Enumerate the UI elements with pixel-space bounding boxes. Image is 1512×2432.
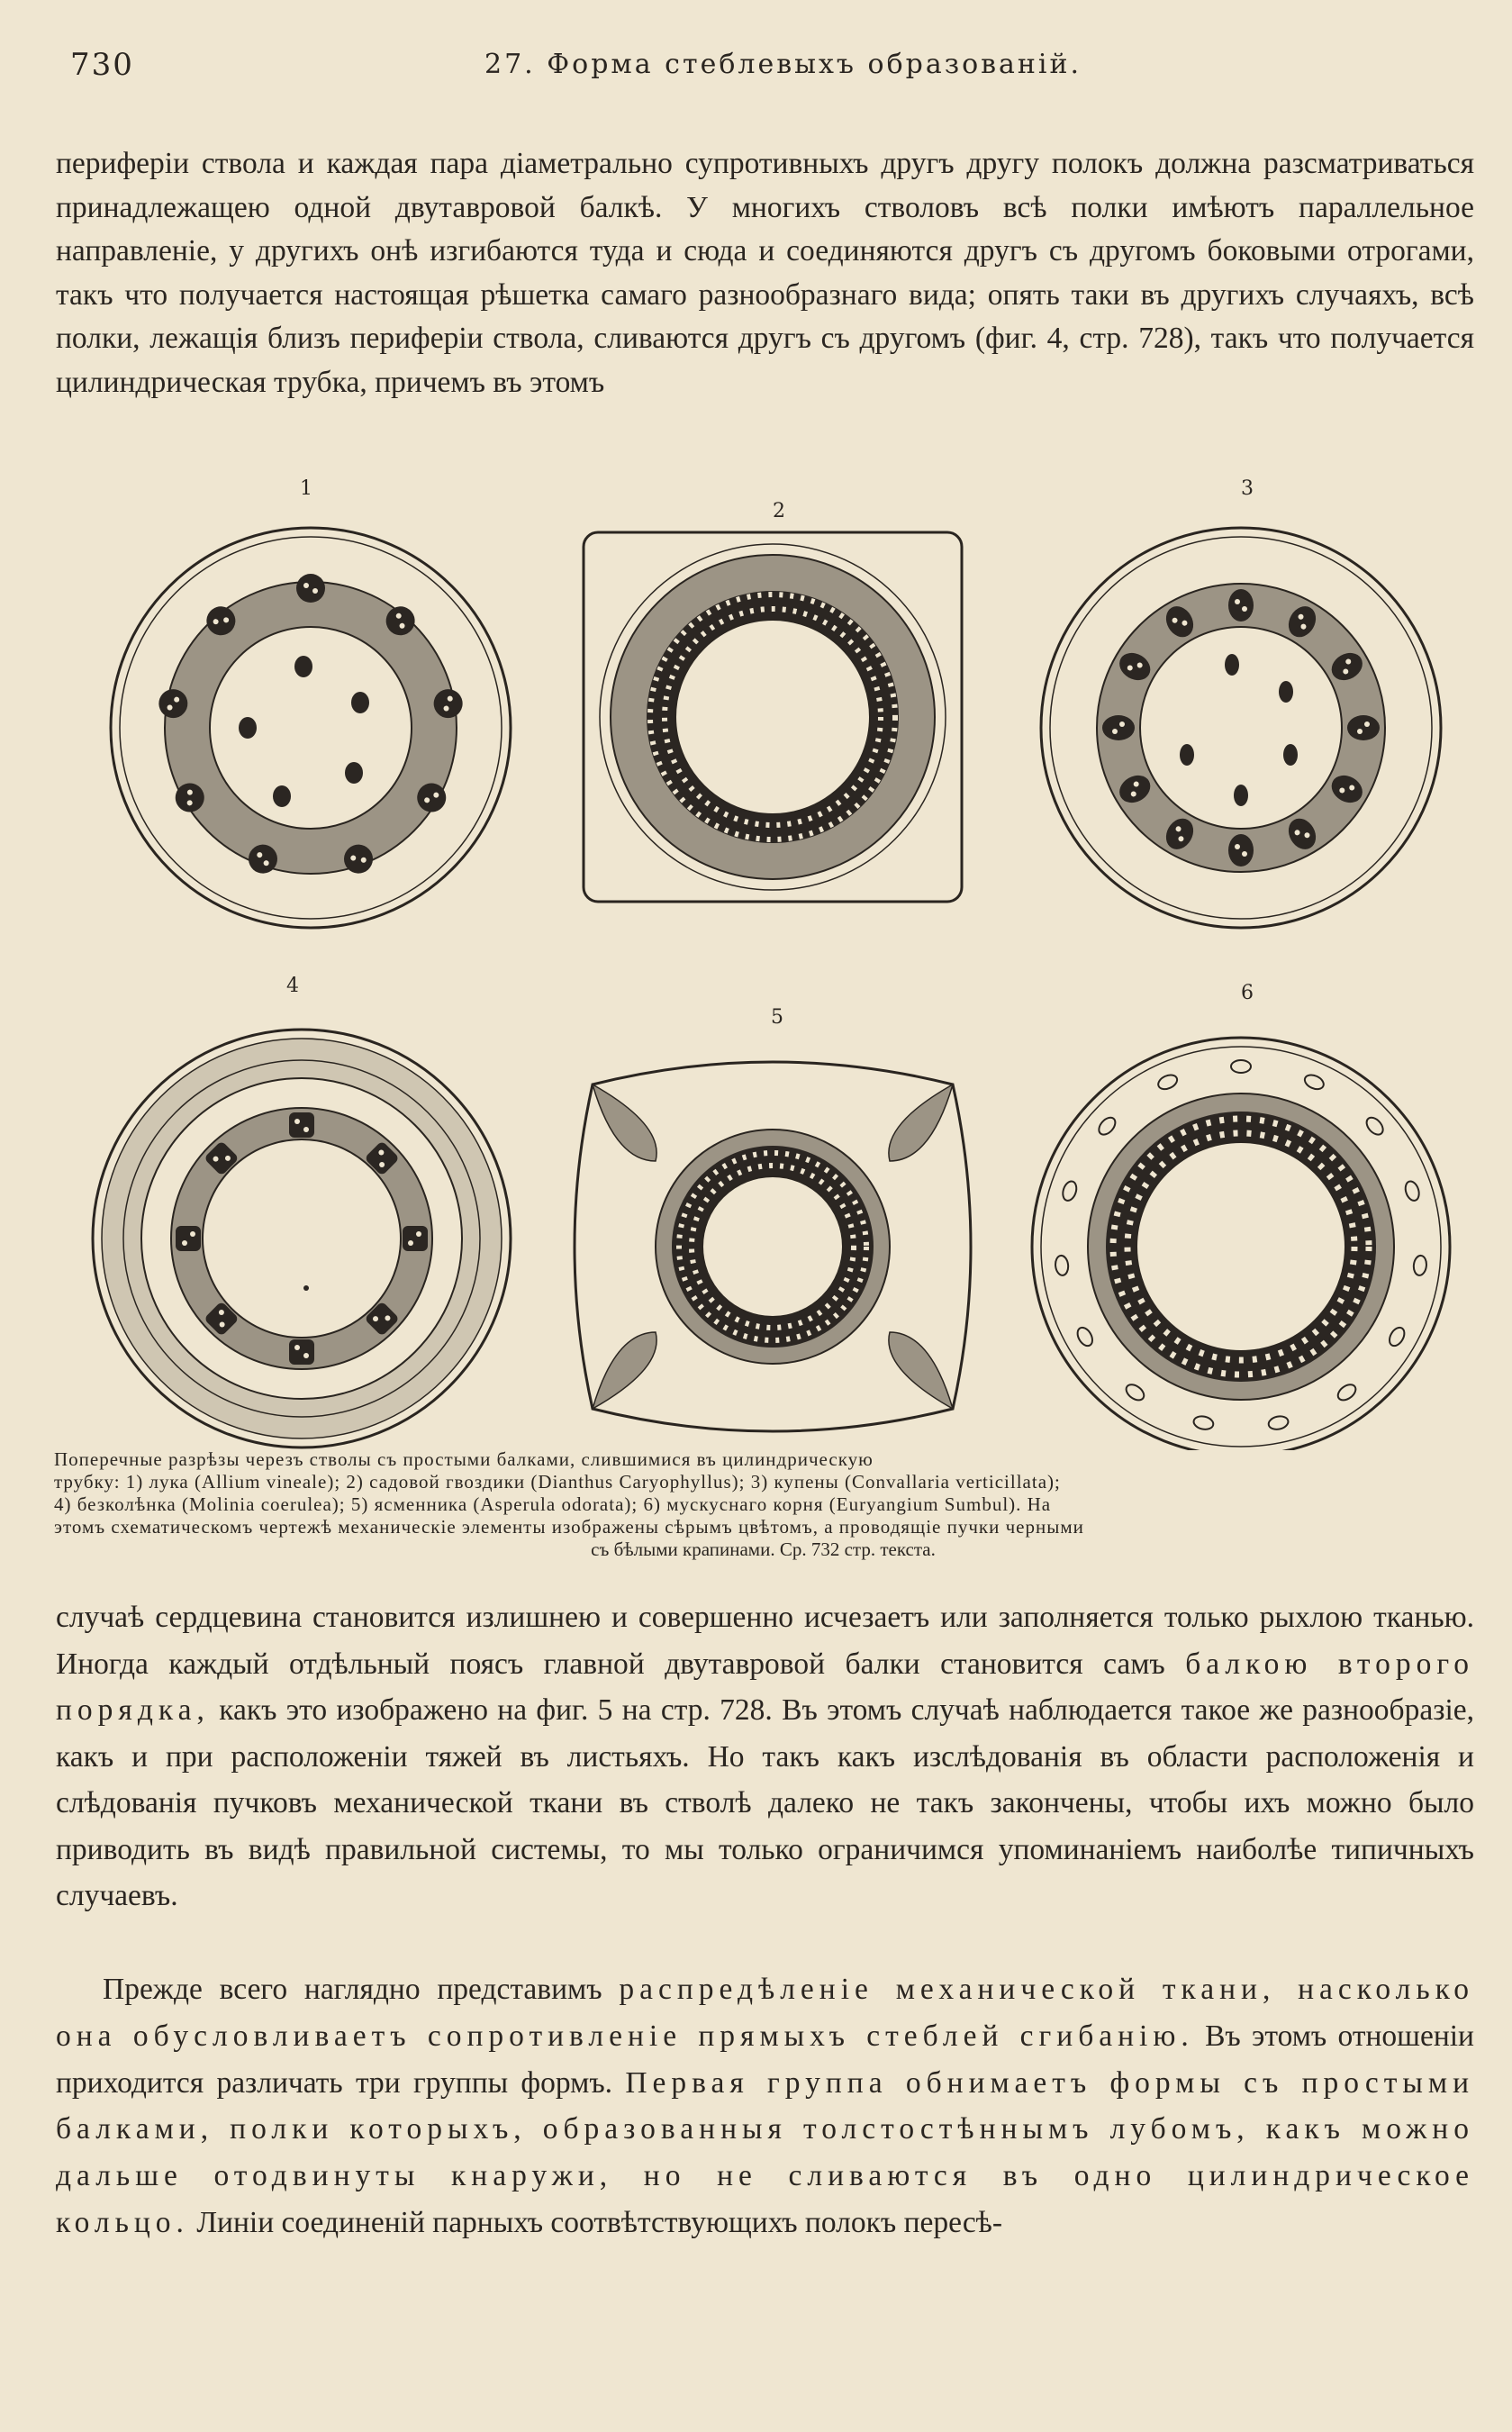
- cross-section-6: [1032, 1038, 1450, 1450]
- paragraph-2: [56, 1594, 1474, 1919]
- figure-label-2: 2: [773, 500, 785, 522]
- paragraph-3-text-a: Прежде всего наглядно представимъ: [103, 1973, 602, 2006]
- paragraph-1-text: периферіи ствола и каждая пара діаметрально супротивныхъ другъ другу полокъ должна разсматриваться принадлежащею одной двутавровой балкѣ. У многихъ стволовъ всѣ полки имѣютъ параллельное направленіе, у другихъ онѣ изгибаются туда и сюда и соединяются другъ съ другомъ боковыми отрогами, такъ что получается настоящая рѣшетка самаго разнообразнаго вида; опять таки въ другихъ случаяхъ, всѣ полки, лежащія близъ периферіи ствола, сливаются другъ съ другомъ (фиг. 4, стр. 728), такъ что получается цилиндрическая трубка, причемъ въ этомъ: [56, 147, 1474, 399]
- caption-line-3: 4) безколѣнка (Molinia coerulea); 5) ясменника (Asperula odorata); 6) мускуснаго корня (Euryangium Sumbul). На: [54, 1493, 1052, 1515]
- paragraph-1: [56, 142, 1474, 404]
- cross-section-3: [1041, 528, 1441, 928]
- figure-plate: [0, 477, 1512, 1450]
- paragraph-3-emphasis-a: распредѣленіе механической ткани, насколько она обусловливаетъ сопротивленіе прямыхъ стеблей сгибанію.: [56, 1973, 1474, 2053]
- figure-label-4: 4: [286, 975, 299, 997]
- paragraph-2-text-b: какъ это изображено на фиг. 5 на стр. 728. Въ этомъ случаѣ наблюдается такое же разнообразіе, какъ и при расположеніи тяжей въ листьяхъ. Но такъ какъ изслѣдованія въ области расположенія и слѣдованія пучковъ механической ткани въ стволѣ далеко не такъ закончены, чтобы ихъ можно было приводить въ видѣ правильной системы, то мы только ограничимся упоминаніемъ наиболѣе типичныхъ случаевъ.: [56, 1693, 1475, 1912]
- caption-line-4: этомъ схематическомъ чертежѣ механическіе элементы изображены сѣрымъ цвѣтомъ, а проводящіе пучки черными: [54, 1516, 1084, 1538]
- paragraph-2-emphasis: балкою второго порядка,: [56, 1647, 1474, 1727]
- page-header: [70, 47, 1471, 92]
- figure-label-6: 6: [1241, 982, 1254, 1004]
- paragraph-3-text-b: Въ этомъ отношеніи приходится различать три группы формъ.: [56, 2019, 1474, 2100]
- page-number: 730: [70, 47, 134, 83]
- paragraph-3-emphasis-b: Первая группа обнимаетъ формы съ простыми балками, полки которыхъ, образованныя толстостѣннымъ лубомъ, какъ можно дальше отодвинуты кнаружи, но не сливаются въ одно цилиндрическое кольцо.: [56, 2065, 1475, 2239]
- paragraph-2-text-a: случаѣ сердцевина становится излишнею и совершенно исчезаетъ или заполняется только рыхлою тканью. Иногда каждый отдѣльный поясъ главной двутавровой балки становится самъ: [56, 1601, 1474, 1681]
- paragraph-3-text-c: Линіи соединеній парныхъ соотвѣтствующихъ полокъ пересѣ-: [196, 2205, 1003, 2239]
- figure-label-3: 3: [1241, 477, 1254, 500]
- cross-section-2: [584, 532, 962, 902]
- caption-line-5: съ бѣлыми крапинами. Ср. 732 стр. текста.: [591, 1538, 936, 1560]
- cross-section-5: [575, 1062, 971, 1431]
- caption-line-2: трубку: 1) лука (Allium vineale); 2) садовой гвоздики (Dianthus Caryophyllus); 3) купены (Convallaria verticillata);: [54, 1471, 1061, 1493]
- figure-label-5: 5: [771, 1006, 783, 1029]
- cross-section-4: [93, 1030, 511, 1447]
- figure-caption: [54, 1448, 1472, 1561]
- figure-drawings: [0, 477, 1512, 1450]
- caption-line-1: Поперечные разрѣзы черезъ стволы съ простыми балками, слившимися въ цилиндрическую: [54, 1448, 874, 1470]
- running-title: 27. Форма стеблевыхъ образованій.: [484, 49, 1082, 80]
- paragraph-3: [56, 1966, 1474, 2246]
- cross-section-1: [111, 528, 511, 928]
- figure-label-1: 1: [300, 477, 312, 500]
